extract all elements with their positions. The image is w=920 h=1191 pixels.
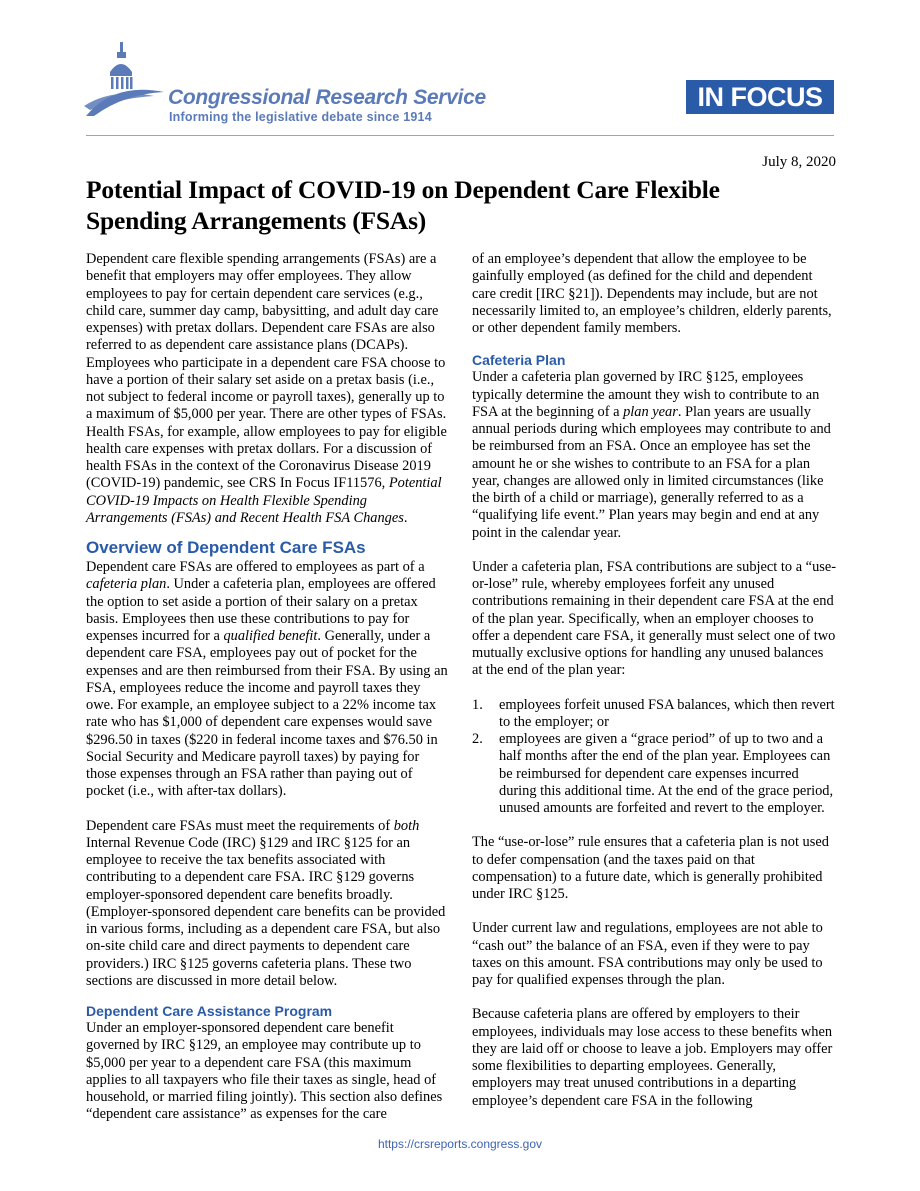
paragraph-gap <box>472 542 837 559</box>
term-plan-year: plan year <box>623 403 678 420</box>
text-span: Under a cafeteria plan governed by IRC §125, employees typically determine the amount they wish to contribute to an FSA at the beginning of a <box>472 369 820 420</box>
org-tagline: Informing the legislative debate since 1914 <box>169 110 432 124</box>
paragraph-gap <box>472 903 837 920</box>
list-item <box>472 731 837 817</box>
document-title: Potential Impact of COVID-19 on Dependent Care Flexible Spending Arrangements (FSAs) <box>86 175 720 235</box>
subheading-dependent-care-assistance: Dependent Care Assistance Program <box>86 1003 333 1019</box>
deferral-paragraph: The “use-or-lose” rule ensures that a cafeteria plan is not used to defer compensation (and the taxes paid on that compensation) to a future date, which is generally prohibited under IRC §125. <box>472 834 829 902</box>
cited-report-title: Potential COVID-19 Impacts on Health Flexible Spending Arrangements (FSAs) and Recent Health FSA Changes <box>86 475 442 526</box>
list-item-text: employees are given a “grace period” of up to two and a half months after the end of the plan year. Employees can be reimbursed for dependent care expenses incurred during this additional time. At the end of the grace period, unused amounts are forfeited and revert to the employer. <box>499 731 834 816</box>
intro-paragraph <box>86 251 450 527</box>
text-span: . Under a cafeteria plan, employees are offered the option to set aside a portion of their salary on a pretax basis. Employees then use these contributions to pay for expenses incurred for a <box>86 576 436 644</box>
right-column <box>472 251 837 1110</box>
text-span: . Generally, under a dependent care FSA, employees pay out of pocket for the expenses and are then reimbursed from their FSA. By using an FSA, employees reduce the income and payroll taxes they owe. For example, an employee subject to a 22% income tax rate who has $1,000 of dependent care expenses would save $296.50 in taxes ($220 in federal income taxes and $76.50 in Social Security and Medicare payroll taxes) by paying for those expenses through an FSA rather than paying out of pocket (i.e., with after-tax dollars). <box>86 628 448 800</box>
text-span: . Plan years are usually annual periods during which employees may contribute to and be reimbursed from an FSA. Once an employee has set the amount he or she wishes to contribute to an FSA for a plan year, changes are allowed only in limited circumstances (like the birth of a child or marriage), generally referred to as a “qualifying life event.” Plan years may begin and end at any point in the calendar year. <box>472 403 831 541</box>
overview-paragraph-2 <box>86 818 450 991</box>
paragraph-gap <box>472 680 837 697</box>
text-span: Internal Revenue Code (IRC) §129 and IRC §125 for an employee to receive the tax benefits associated with contributing to a dependent care FSA. IRC §129 governs employer-sponsored dependent care benefits broadly. (Employer-sponsored dependent care benefits can be provided in various forms, including as a dependent care FSA, but also on-site child care and direct payments to dependent care providers.) IRC §125 governs cafeteria plans. These two sections are discussed in more detail below. <box>86 834 446 989</box>
list-item <box>472 697 837 732</box>
text-span: Dependent care FSAs are offered to employees as part of a <box>86 559 425 575</box>
subheading-cafeteria-plan: Cafeteria Plan <box>472 352 566 369</box>
departing-employees-paragraph: Because cafeteria plans are offered by employers to their employees, individuals may lose access to these benefits when they are laid off or choose to leave a job. Employers may offer some flexibilities to departing employees. Generally, employers may treat unused contributions in a departing employee’s dependent care FSA in the following <box>472 1006 833 1109</box>
org-name: Congressional Research Service <box>168 86 486 109</box>
paragraph-gap <box>472 989 837 1006</box>
intro-text: Dependent care flexible spending arrangements (FSAs) are a benefit that employers may offer employees. They allow employees to pay for certain dependent care services (e.g., child care, summer day camp, babysitting, and adult day care expenses) with pretax dollars. Dependent care FSAs are also referred to as dependent care assistance plans (DCAPs). Employees who participate in a dependent care FSA choose to have a portion of their salary set aside on a pretax basis (i.e., not subject to federal income or payroll taxes), generally up to a maximum of $5,000 per year. There are other types of FSAs. Health FSAs, for example, allow employees to pay for eligible health care expenses with pretax dollars. For a discussion of health FSAs in the context of the Coronavirus Disease 2019 (COVID-19) pandemic, see CRS In Focus IF11576, <box>86 251 447 492</box>
overview-paragraph-1 <box>86 559 450 801</box>
paragraph-gap <box>472 817 837 834</box>
dcap-paragraph: Under an employer-sponsored dependent care benefit governed by IRC §129, an employee may contribute up to $5,000 per year to a dependent care FSA (this maximum applies to all taxpayers who file their taxes as single, head of household, or married filing jointly). This section also defines “dependent care assistance” as expenses for the care <box>86 1020 443 1123</box>
term-qualified-benefit: qualified benefit <box>223 628 318 644</box>
cash-out-paragraph: Under current law and regulations, employees are not able to “cash out” the balance of an FSA, even if they were to pay taxes on this amount. FSA contributions may only be used to pay for qualified expenses through the plan. <box>472 920 823 988</box>
footer-url-link[interactable]: https://crsreports.congress.gov <box>377 1137 543 1151</box>
left-column <box>86 251 450 1124</box>
use-or-lose-paragraph: Under a cafeteria plan, FSA contributions are subject to a “use-or-lose” rule, whereby employees forfeit any unused contributions remaining in their dependent care FSA at the end of the plan year. Specifically, when an employer chooses to offer a dependent care FSA, it generally must select one of two mutually exclusive options for handling any unused balances at the end of the plan year: <box>472 558 837 679</box>
paragraph-gap <box>86 801 450 818</box>
emphasis-both: both <box>393 817 420 834</box>
section-heading-overview: Overview of Dependent Care FSAs <box>86 538 366 557</box>
list-item-text: employees forfeit unused FSA balances, which then revert to the employer; or <box>499 696 835 730</box>
options-list <box>472 697 837 818</box>
publication-date: July 8, 2020 <box>762 154 836 170</box>
list-number: 1. <box>472 696 483 713</box>
capitol-dome-icon <box>84 42 166 122</box>
term-cafeteria-plan: cafeteria plan <box>86 576 167 593</box>
continued-paragraph: of an employee’s dependent that allow the employee to be gainfully employed (as defined for the child and dependent care credit [IRC §21]). Dependents may include, but are not necessarily limited to, an employee’s children, elderly parents, or other dependent family members. <box>472 251 832 336</box>
page-header <box>0 0 920 140</box>
intro-end: . <box>403 509 408 526</box>
cafeteria-paragraph-1 <box>472 369 837 542</box>
header-divider <box>86 135 834 136</box>
list-number: 2. <box>472 731 483 747</box>
in-focus-badge: IN FOCUS <box>686 80 834 114</box>
text-span: Dependent care FSAs must meet the requirements of <box>86 817 394 834</box>
